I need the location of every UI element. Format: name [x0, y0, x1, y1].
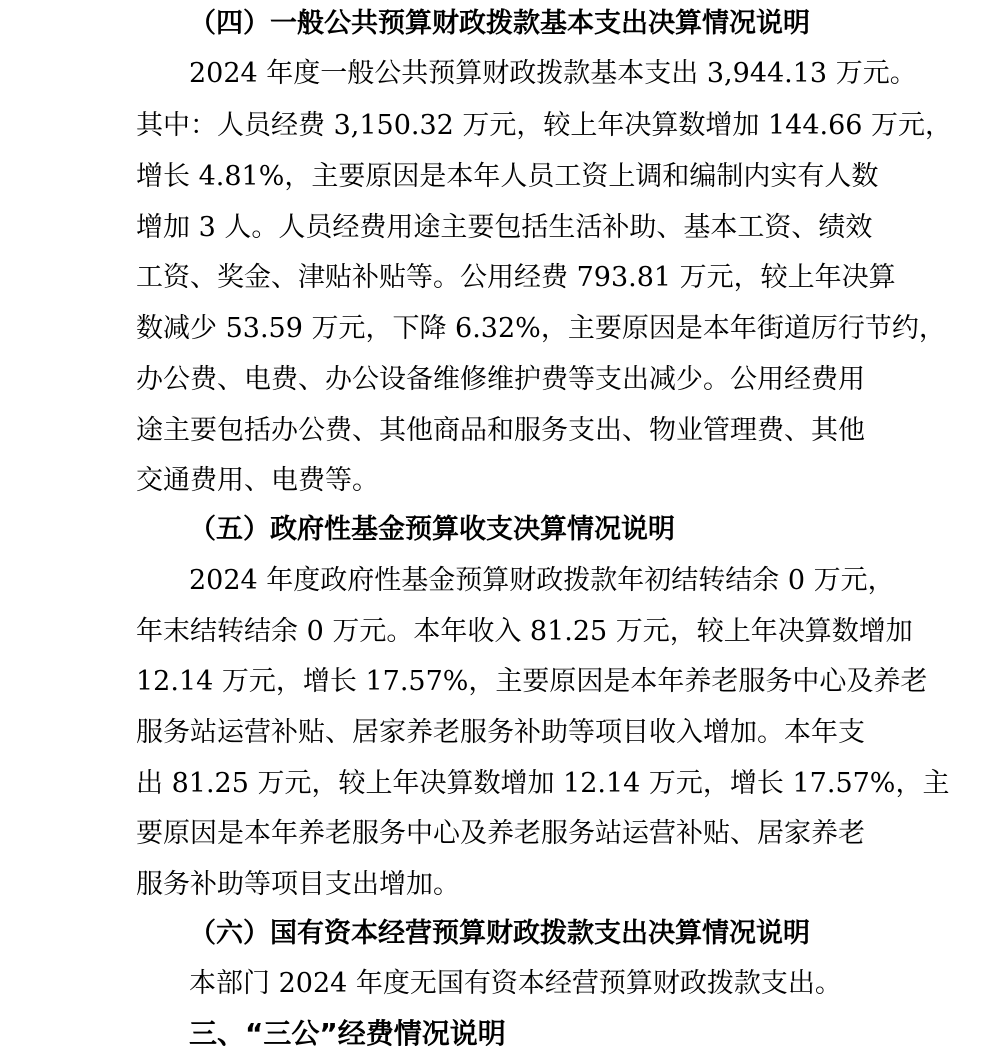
paragraph-line: 2024 年度政府性基金预算财政拨款年初结转结余 0 万元， — [189, 565, 895, 596]
paragraph-line: 增长 4.81%，主要原因是本年人员工资上调和编制内实有人数 — [136, 161, 879, 192]
section-heading: （六）国有资本经营预算财政拨款支出决算情况说明 — [189, 918, 810, 949]
paragraph-line: 要原因是本年养老服务中心及养老服务站运营补贴、居家养老 — [136, 818, 865, 849]
paragraph-line: 出 81.25 万元，较上年决算数增加 12.14 万元，增长 17.57%，主 — [136, 768, 950, 799]
section-heading: （四）一般公共预算财政拨款基本支出决算情况说明 — [189, 8, 810, 39]
paragraph-line: 12.14 万元，增长 17.57%，主要原因是本年养老服务中心及养老 — [136, 666, 928, 697]
paragraph-line: 服务站运营补贴、居家养老服务补助等项目收入增加。本年支 — [136, 717, 865, 748]
paragraph-line: 途主要包括办公费、其他商品和服务支出、物业管理费、其他 — [136, 415, 865, 446]
paragraph-line: 年末结转结余 0 万元。本年收入 81.25 万元，较上年决算数增加 — [136, 616, 913, 647]
section-heading: （五）政府性基金预算收支决算情况说明 — [189, 514, 675, 545]
paragraph-line: 2024 年度一般公共预算财政拨款基本支出 3,944.13 万元。 — [189, 58, 917, 89]
paragraph-line: 办公费、电费、办公设备维修维护费等支出减少。公用经费用 — [136, 364, 865, 395]
paragraph-line: 交通费用、电费等。 — [136, 465, 379, 496]
paragraph-line: 本部门 2024 年度无国有资本经营预算财政拨款支出。 — [189, 968, 842, 999]
paragraph-line: 其中：人员经费 3,150.32 万元，较上年决算数增加 144.66 万元， — [136, 110, 953, 141]
paragraph-line: 服务补助等项目支出增加。 — [136, 869, 460, 900]
next-section-heading: 三、“三公”经费情况说明 — [189, 1017, 506, 1050]
paragraph-line: 数减少 53.59 万元，下降 6.32%，主要原因是本年街道厉行节约， — [136, 313, 946, 344]
paragraph-line: 工资、奖金、津贴补贴等。公用经费 793.81 万元，较上年决算 — [136, 262, 896, 293]
paragraph-line: 增加 3 人。人员经费用途主要包括生活补助、基本工资、绩效 — [136, 212, 873, 243]
